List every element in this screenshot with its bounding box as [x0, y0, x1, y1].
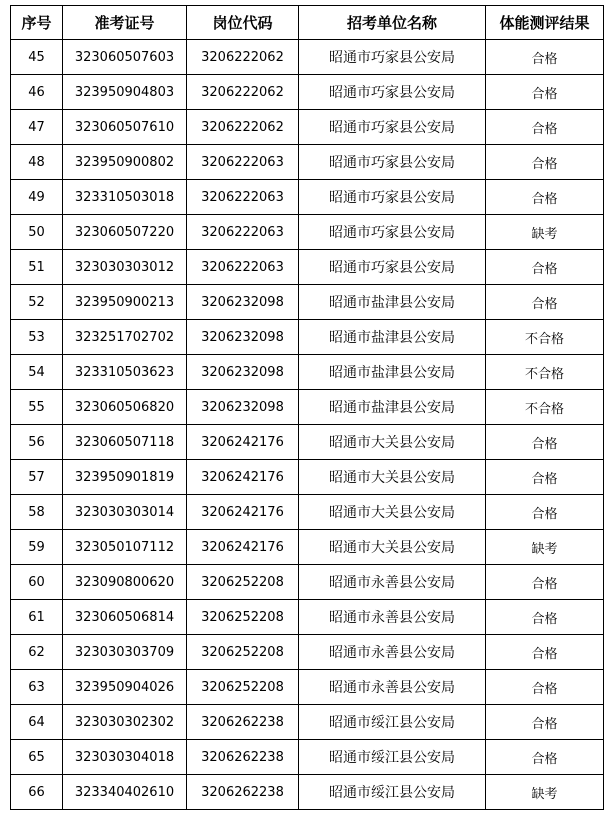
table-row [11, 355, 604, 390]
cell-recruiting-unit-name: 昭通市巧家县公安局 [299, 145, 486, 180]
cell-serial-number: 52 [11, 285, 63, 320]
cell-serial-number: 66 [11, 775, 63, 810]
header-recruiting-unit-name: 招考单位名称 [299, 6, 486, 40]
table-row [11, 180, 604, 215]
cell-post-code: 3206222062 [187, 110, 299, 145]
cell-post-code: 3206242176 [187, 460, 299, 495]
header-admission-ticket-number: 准考证号 [63, 6, 187, 40]
cell-physical-test-result: 合格 [486, 635, 604, 670]
cell-serial-number: 55 [11, 390, 63, 425]
table-row [11, 740, 604, 775]
cell-serial-number: 59 [11, 530, 63, 565]
cell-physical-test-result: 合格 [486, 705, 604, 740]
cell-recruiting-unit-name: 昭通市巧家县公安局 [299, 110, 486, 145]
table-row [11, 145, 604, 180]
cell-admission-ticket-number: 323030303709 [63, 635, 187, 670]
cell-serial-number: 60 [11, 565, 63, 600]
cell-physical-test-result: 合格 [486, 40, 604, 75]
cell-admission-ticket-number: 323950904803 [63, 75, 187, 110]
cell-serial-number: 63 [11, 670, 63, 705]
cell-recruiting-unit-name: 昭通市大关县公安局 [299, 425, 486, 460]
cell-post-code: 3206252208 [187, 635, 299, 670]
table-row [11, 670, 604, 705]
cell-admission-ticket-number: 323950901819 [63, 460, 187, 495]
cell-physical-test-result: 合格 [486, 75, 604, 110]
cell-serial-number: 50 [11, 215, 63, 250]
cell-post-code: 3206222063 [187, 250, 299, 285]
cell-post-code: 3206222062 [187, 75, 299, 110]
cell-serial-number: 48 [11, 145, 63, 180]
cell-physical-test-result: 合格 [486, 600, 604, 635]
cell-admission-ticket-number: 323060506814 [63, 600, 187, 635]
cell-physical-test-result: 缺考 [486, 215, 604, 250]
table-row [11, 320, 604, 355]
cell-admission-ticket-number: 323950900213 [63, 285, 187, 320]
cell-admission-ticket-number: 323310503018 [63, 180, 187, 215]
cell-admission-ticket-number: 323060507118 [63, 425, 187, 460]
cell-recruiting-unit-name: 昭通市盐津县公安局 [299, 355, 486, 390]
cell-post-code: 3206262238 [187, 705, 299, 740]
cell-recruiting-unit-name: 昭通市巧家县公安局 [299, 180, 486, 215]
cell-post-code: 3206232098 [187, 320, 299, 355]
table-row [11, 495, 604, 530]
cell-recruiting-unit-name: 昭通市巧家县公安局 [299, 75, 486, 110]
cell-serial-number: 57 [11, 460, 63, 495]
cell-admission-ticket-number: 323030304018 [63, 740, 187, 775]
table-row [11, 40, 604, 75]
cell-serial-number: 53 [11, 320, 63, 355]
physical-test-results-table [10, 5, 604, 810]
table-row [11, 635, 604, 670]
table-row [11, 600, 604, 635]
cell-admission-ticket-number: 323950904026 [63, 670, 187, 705]
cell-recruiting-unit-name: 昭通市永善县公安局 [299, 565, 486, 600]
cell-serial-number: 64 [11, 705, 63, 740]
cell-physical-test-result: 不合格 [486, 320, 604, 355]
cell-post-code: 3206222063 [187, 215, 299, 250]
cell-recruiting-unit-name: 昭通市永善县公安局 [299, 670, 486, 705]
cell-recruiting-unit-name: 昭通市大关县公安局 [299, 460, 486, 495]
cell-physical-test-result: 合格 [486, 250, 604, 285]
table-row [11, 460, 604, 495]
cell-post-code: 3206222063 [187, 145, 299, 180]
cell-physical-test-result: 不合格 [486, 390, 604, 425]
cell-physical-test-result: 合格 [486, 740, 604, 775]
table-row [11, 390, 604, 425]
table-row [11, 75, 604, 110]
cell-recruiting-unit-name: 昭通市巧家县公安局 [299, 40, 486, 75]
cell-post-code: 3206252208 [187, 600, 299, 635]
cell-recruiting-unit-name: 昭通市绥江县公安局 [299, 705, 486, 740]
cell-post-code: 3206262238 [187, 775, 299, 810]
cell-serial-number: 47 [11, 110, 63, 145]
cell-physical-test-result: 合格 [486, 145, 604, 180]
cell-admission-ticket-number: 323050107112 [63, 530, 187, 565]
cell-serial-number: 46 [11, 75, 63, 110]
cell-serial-number: 61 [11, 600, 63, 635]
cell-recruiting-unit-name: 昭通市巧家县公安局 [299, 215, 486, 250]
cell-post-code: 3206232098 [187, 390, 299, 425]
cell-physical-test-result: 合格 [486, 670, 604, 705]
cell-physical-test-result: 不合格 [486, 355, 604, 390]
cell-recruiting-unit-name: 昭通市绥江县公安局 [299, 775, 486, 810]
cell-admission-ticket-number: 323340402610 [63, 775, 187, 810]
cell-post-code: 3206222062 [187, 40, 299, 75]
cell-post-code: 3206242176 [187, 425, 299, 460]
cell-serial-number: 45 [11, 40, 63, 75]
header-row [11, 6, 604, 40]
header-serial-number: 序号 [11, 6, 63, 40]
cell-admission-ticket-number: 323030303014 [63, 495, 187, 530]
cell-physical-test-result: 合格 [486, 495, 604, 530]
cell-physical-test-result: 缺考 [486, 530, 604, 565]
cell-serial-number: 54 [11, 355, 63, 390]
table-row [11, 425, 604, 460]
cell-serial-number: 49 [11, 180, 63, 215]
cell-admission-ticket-number: 323060507603 [63, 40, 187, 75]
cell-recruiting-unit-name: 昭通市绥江县公安局 [299, 740, 486, 775]
cell-admission-ticket-number: 323030303012 [63, 250, 187, 285]
cell-admission-ticket-number: 323310503623 [63, 355, 187, 390]
cell-recruiting-unit-name: 昭通市盐津县公安局 [299, 390, 486, 425]
cell-admission-ticket-number: 323030302302 [63, 705, 187, 740]
cell-post-code: 3206232098 [187, 355, 299, 390]
table-row [11, 250, 604, 285]
cell-post-code: 3206252208 [187, 670, 299, 705]
cell-recruiting-unit-name: 昭通市永善县公安局 [299, 635, 486, 670]
cell-recruiting-unit-name: 昭通市巧家县公安局 [299, 250, 486, 285]
table-row [11, 775, 604, 810]
cell-serial-number: 51 [11, 250, 63, 285]
cell-serial-number: 62 [11, 635, 63, 670]
cell-admission-ticket-number: 323251702702 [63, 320, 187, 355]
cell-physical-test-result: 合格 [486, 110, 604, 145]
table-body [11, 40, 604, 810]
cell-post-code: 3206242176 [187, 495, 299, 530]
cell-physical-test-result: 合格 [486, 285, 604, 320]
cell-admission-ticket-number: 323060506820 [63, 390, 187, 425]
cell-physical-test-result: 合格 [486, 425, 604, 460]
cell-admission-ticket-number: 323060507220 [63, 215, 187, 250]
cell-physical-test-result: 合格 [486, 460, 604, 495]
cell-post-code: 3206232098 [187, 285, 299, 320]
cell-admission-ticket-number: 323060507610 [63, 110, 187, 145]
header-physical-test-result: 体能测评结果 [486, 6, 604, 40]
cell-recruiting-unit-name: 昭通市大关县公安局 [299, 530, 486, 565]
cell-recruiting-unit-name: 昭通市盐津县公安局 [299, 285, 486, 320]
table-row [11, 565, 604, 600]
cell-recruiting-unit-name: 昭通市大关县公安局 [299, 495, 486, 530]
table-row [11, 285, 604, 320]
table-row [11, 705, 604, 740]
cell-physical-test-result: 合格 [486, 565, 604, 600]
table-row [11, 530, 604, 565]
cell-admission-ticket-number: 323950900802 [63, 145, 187, 180]
cell-physical-test-result: 缺考 [486, 775, 604, 810]
cell-recruiting-unit-name: 昭通市永善县公安局 [299, 600, 486, 635]
cell-post-code: 3206242176 [187, 530, 299, 565]
table-header [11, 6, 604, 40]
cell-admission-ticket-number: 323090800620 [63, 565, 187, 600]
cell-physical-test-result: 合格 [486, 180, 604, 215]
cell-serial-number: 56 [11, 425, 63, 460]
cell-recruiting-unit-name: 昭通市盐津县公安局 [299, 320, 486, 355]
cell-post-code: 3206252208 [187, 565, 299, 600]
cell-serial-number: 65 [11, 740, 63, 775]
table-row [11, 215, 604, 250]
table-row [11, 110, 604, 145]
header-post-code: 岗位代码 [187, 6, 299, 40]
cell-post-code: 3206222063 [187, 180, 299, 215]
cell-post-code: 3206262238 [187, 740, 299, 775]
cell-serial-number: 58 [11, 495, 63, 530]
